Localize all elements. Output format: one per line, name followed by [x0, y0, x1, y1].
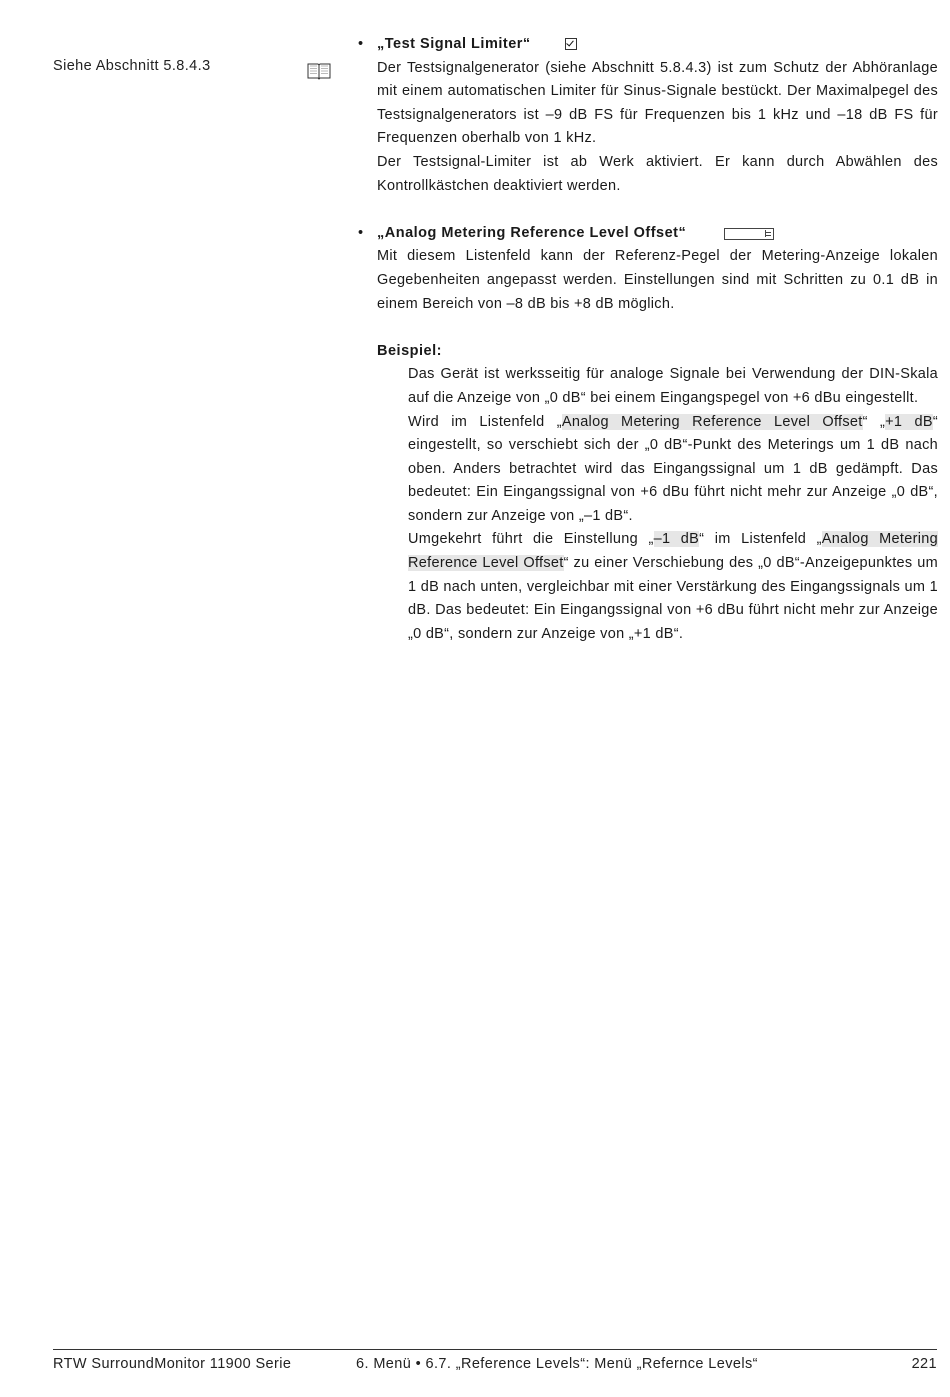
main-content	[358, 33, 938, 646]
page-number: 221	[911, 1356, 937, 1372]
highlighted-field-name: Analog Metering Reference Level Offset	[408, 531, 938, 572]
paragraph: Der Testsignal-Limiter ist ab Werk aktiviert. Er kann durch Abwählen des Kontrollkästchen deaktiviert werden.	[377, 153, 938, 194]
paragraph: Umgekehrt führt die Einstellung „–1 dB“ im Listenfeld „Analog Metering Reference Level Offset“ zu einer Verschiebung des „0 dB“-Anzeigepunktes um 1 dB nach unten, vergleichbar mit einer Verstärkung des Eingangssignals um 1 dB. Das bedeutet: Ein Eingangssignal von +6 dBu führt nicht mehr zur Anzeige „0 dB“, sondern zur Anzeige von „+1 dB“.	[408, 531, 938, 642]
highlighted-value: –1 dB	[653, 531, 700, 548]
footer-product: RTW SurroundMonitor 11900 Serie	[53, 1356, 292, 1372]
item-title: „Test Signal Limiter“	[377, 36, 531, 52]
margin-note: Siehe Abschnitt 5.8.4.3	[53, 58, 211, 74]
footer-chapter: 6. Menü • 6.7. „Reference Levels“: Menü „Refernce Levels“	[356, 1356, 758, 1372]
listbox-icon	[724, 228, 774, 240]
paragraph: Das Gerät ist werksseitig für analoge Signale bei Verwendung der DIN-Skala auf die Anzeige von „0 dB“ bei einem Eingangspegel von +6 dBu eingestellt.	[408, 366, 938, 406]
highlighted-value: +1 dB	[885, 413, 933, 430]
setting-analog-metering-offset	[358, 222, 938, 316]
bullet: •	[358, 36, 364, 52]
paragraph: Wird im Listenfeld „Analog Metering Reference Level Offset“ „+1 dB“ eingestellt, so verschiebt sich der „0 dB“-Punkt des Meterings um 1 dB nach oben. Anders betrachtet wird das Eingangssignal um 1 dB gedämpft. Das bedeutet: Ein Eingangssignal von +6 dBu führt nicht mehr zur Anzeige „0 dB“, sondern zur Anzeige von „–1 dB“.	[408, 413, 939, 524]
item-title: „Analog Metering Reference Level Offset“	[377, 224, 687, 241]
paragraph: Der Testsignalgenerator (siehe Abschnitt 5.8.4.3) ist zum Schutz der Abhöranlage mit einem automatischen Limiter für Sinus-Signale bestückt. Der Maximalpegel des Testsignalgenerators ist –9 dB FS für Frequenzen bis 1 kHz und –18 dB FS für Frequenzen oberhalb von 1 kHz.	[377, 59, 938, 147]
book-icon	[306, 61, 332, 81]
example-heading: Beispiel:	[377, 342, 442, 359]
paragraph: Mit diesem Listenfeld kann der Referenz-Pegel der Metering-Anzeige lokalen Gegebenheiten angepasst werden. Einstellungen sind mit Schritten zu 0.1 dB in einem Bereich von –8 dB bis +8 dB möglich.	[377, 248, 938, 312]
highlighted-field-name: Analog Metering Reference Level Offset	[561, 413, 863, 430]
footer-rule	[53, 1349, 937, 1350]
example-body	[358, 363, 938, 646]
setting-test-signal-limiter	[358, 33, 938, 198]
bullet: •	[358, 224, 364, 241]
checkbox-checked-icon	[565, 38, 577, 50]
